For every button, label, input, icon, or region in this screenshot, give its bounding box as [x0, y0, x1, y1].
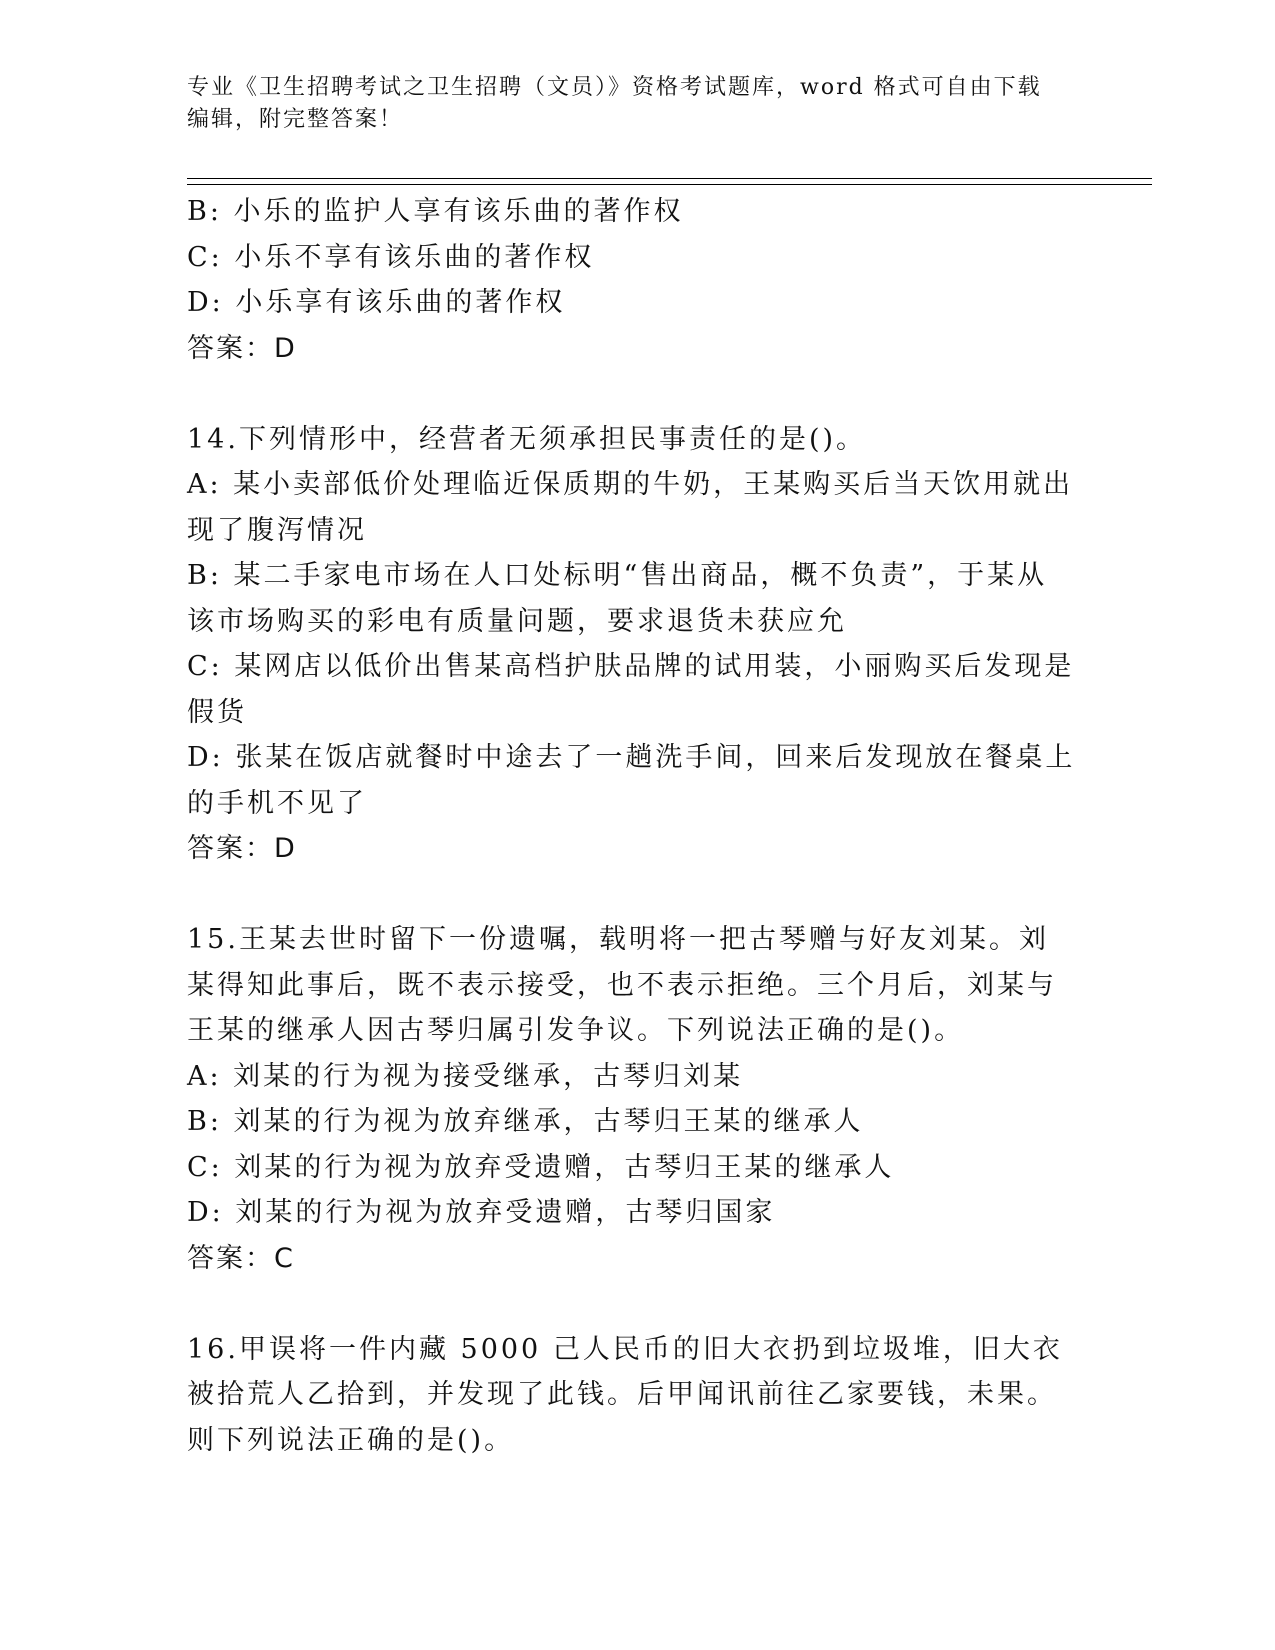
- option-c: C: 刘某的行为视为放弃受遗赠，古琴归王某的继承人: [187, 1151, 895, 1183]
- question-text: 16.甲误将一件内藏 5000 己人民币的旧大衣扔到垃圾堆，旧大衣被拾荒人乙拾到，并发现了此钱。后甲闻讯前往乙家要钱，未果。则下列说法正确的是()。: [187, 1333, 1063, 1456]
- answer: 答案：C: [187, 1242, 295, 1274]
- option-c: C: 某网店以低价出售某高档护肤品牌的试用装，小丽购买后发现是假货: [187, 651, 1075, 728]
- spacer: [187, 1281, 1077, 1327]
- question-16: [187, 1327, 1077, 1464]
- option-c: C: 小乐不享有该乐曲的著作权: [187, 241, 595, 273]
- spacer: [187, 872, 1077, 918]
- header-rule-top: [187, 178, 1152, 179]
- option-d: D: 刘某的行为视为放弃受遗赠，古琴归国家: [187, 1197, 776, 1228]
- header-line-2: 编辑，附完整答案！: [187, 107, 404, 132]
- answer: 答案：D: [187, 833, 297, 864]
- question-15: [187, 917, 1077, 1281]
- page-header: [187, 72, 1067, 136]
- option-d: D: 小乐享有该乐曲的著作权: [187, 287, 566, 318]
- option-b: B: 小乐的监护人享有该乐曲的著作权: [187, 196, 684, 227]
- option-a: A: 刘某的行为视为接受继承，古琴归刘某: [187, 1060, 744, 1092]
- option-b: B: 刘某的行为视为放弃继承，古琴归王某的继承人: [187, 1106, 864, 1137]
- question-14: [187, 417, 1077, 872]
- question-text: 15.王某去世时留下一份遗嘱，载明将一把古琴赠与好友刘某。刘某得知此事后，既不表示接受，也不表示拒绝。三个月后，刘某与王某的继承人因古琴归属引发争议。下列说法正确的是()。: [187, 924, 1057, 1046]
- answer: 答案：D: [187, 332, 297, 364]
- header-rule-bottom: [187, 184, 1152, 185]
- spacer: [187, 371, 1077, 417]
- question-13-remainder: [187, 189, 1077, 371]
- header-line-1: 专业《卫生招聘考试之卫生招聘（文员）》资格考试题库，word 格式可自由下载: [187, 75, 1042, 100]
- option-b: B: 某二手家电市场在人口处标明“售出商品，概不负责”，于某从该市场购买的彩电有质量问题，要求退货未获应允: [187, 560, 1048, 637]
- question-text: 14.下列情形中，经营者无须承担民事责任的是()。: [187, 423, 867, 455]
- question-list: [187, 189, 1077, 1463]
- option-a: A: 某小卖部低价处理临近保质期的牛奶，王某购买后当天饮用就出现了腹泻情况: [187, 469, 1074, 546]
- option-d: D: 张某在饭店就餐时中途去了一趟洗手间，回来后发现放在餐桌上的手机不见了: [187, 742, 1076, 819]
